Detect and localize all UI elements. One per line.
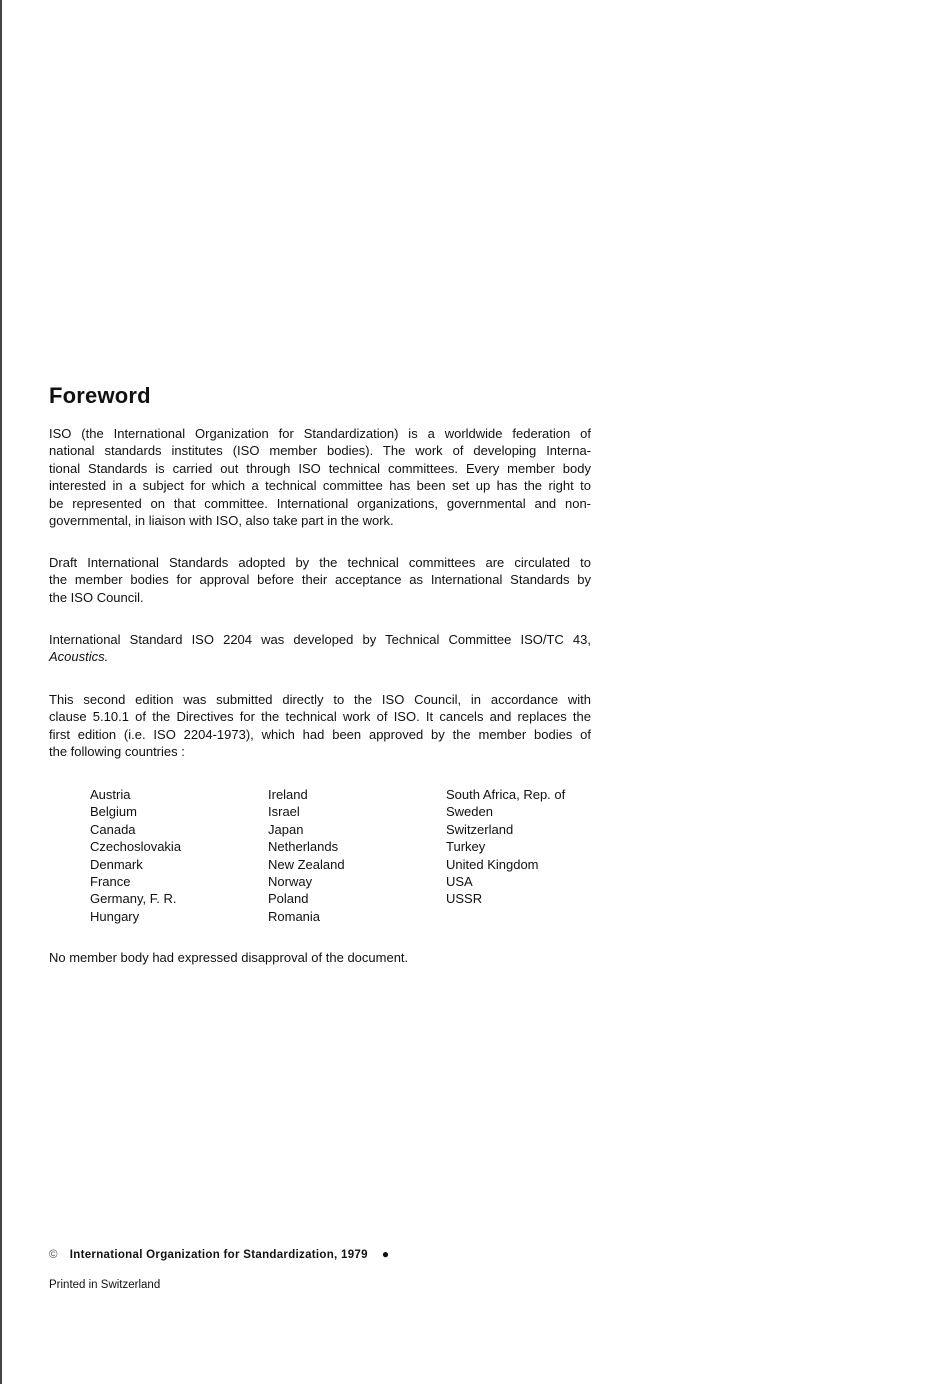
paragraph-line: interested in a subject for which a technical committee has been set up has the right to: [49, 478, 591, 494]
country-item: Israel: [268, 804, 300, 820]
paragraph-line: national standards institutes (ISO member bodies). The work of developing Interna-: [49, 443, 591, 459]
country-item: Denmark: [90, 856, 143, 872]
paragraph-line: This second edition was submitted directly to the ISO Council, in accordance with: [49, 692, 591, 707]
country-item: Hungary: [90, 908, 140, 924]
country-item: Germany, F. R.: [90, 891, 177, 907]
country-item: Canada: [90, 821, 136, 837]
country-item: New Zealand: [268, 856, 345, 872]
country-item: Austria: [90, 787, 131, 802]
country-item: Switzerland: [446, 821, 514, 837]
country-item: Romania: [268, 908, 321, 924]
copyright-text: International Organization for Standardization, 1979: [69, 1249, 368, 1261]
country-item: France: [90, 873, 131, 889]
country-item: United Kingdom: [446, 856, 539, 872]
country-item: Ireland: [268, 787, 308, 802]
paragraph-line: be represented on that committee. International organizations, governmental and non-: [49, 495, 591, 511]
country-item: Netherlands: [268, 839, 339, 855]
country-item: USA: [446, 873, 473, 889]
country-item: Czechoslovakia: [90, 839, 182, 855]
paragraph-line: first edition (i.e. ISO 2204-1973), which had been approved by the member bodies of: [49, 726, 591, 742]
paragraph-second-edition: [49, 691, 591, 761]
paragraph-line: the following countries :: [49, 744, 185, 760]
country-item: USSR: [446, 891, 483, 907]
scan-edge: [0, 0, 2, 1384]
paragraph-line: tional Standards is carried out through ISO technical committees. Every member body: [49, 460, 591, 476]
paragraph-line: the member bodies for approval before their acceptance as International Standards by: [49, 572, 591, 588]
committee-title: Acoustics.: [49, 649, 109, 665]
country-item: Belgium: [90, 804, 137, 820]
copyright-line: [49, 1247, 389, 1261]
countries-column-1: [90, 786, 181, 925]
paragraph-line: the ISO Council.: [49, 589, 144, 605]
bullet-icon: ●: [381, 1247, 390, 1261]
paragraph-line: clause 5.10.1 of the Directives for the technical work of ISO. It cancels and replaces the: [49, 709, 591, 725]
paragraph-line: International Standard ISO 2204 was developed by Technical Committee ISO/TC 43,: [49, 632, 591, 647]
paragraph-iso-intro: [49, 425, 591, 529]
paragraph-line: Draft International Standards adopted by the technical committees are circulated to: [49, 555, 591, 570]
closing-note: No member body had expressed disapproval of the document.: [49, 950, 409, 965]
country-item: Norway: [268, 873, 313, 889]
country-item: Poland: [268, 891, 309, 907]
page-title: Foreword: [49, 383, 151, 408]
paragraph-committee: [49, 631, 591, 666]
country-item: South Africa, Rep. of: [446, 787, 566, 802]
paragraph-line: governmental, in liaison with ISO, also take part in the work.: [49, 512, 394, 528]
country-item: Turkey: [446, 839, 486, 855]
copyright-icon: ©: [49, 1249, 58, 1261]
paragraph-draft-standards: [49, 554, 591, 606]
country-item: Japan: [268, 821, 304, 837]
country-item: Sweden: [446, 804, 493, 820]
countries-column-3: [446, 786, 565, 908]
paragraph-line: ISO (the International Organization for Standardization) is a worldwide federation of: [49, 426, 591, 441]
countries-column-2: [268, 786, 345, 925]
printed-in: Printed in Switzerland: [49, 1279, 161, 1291]
